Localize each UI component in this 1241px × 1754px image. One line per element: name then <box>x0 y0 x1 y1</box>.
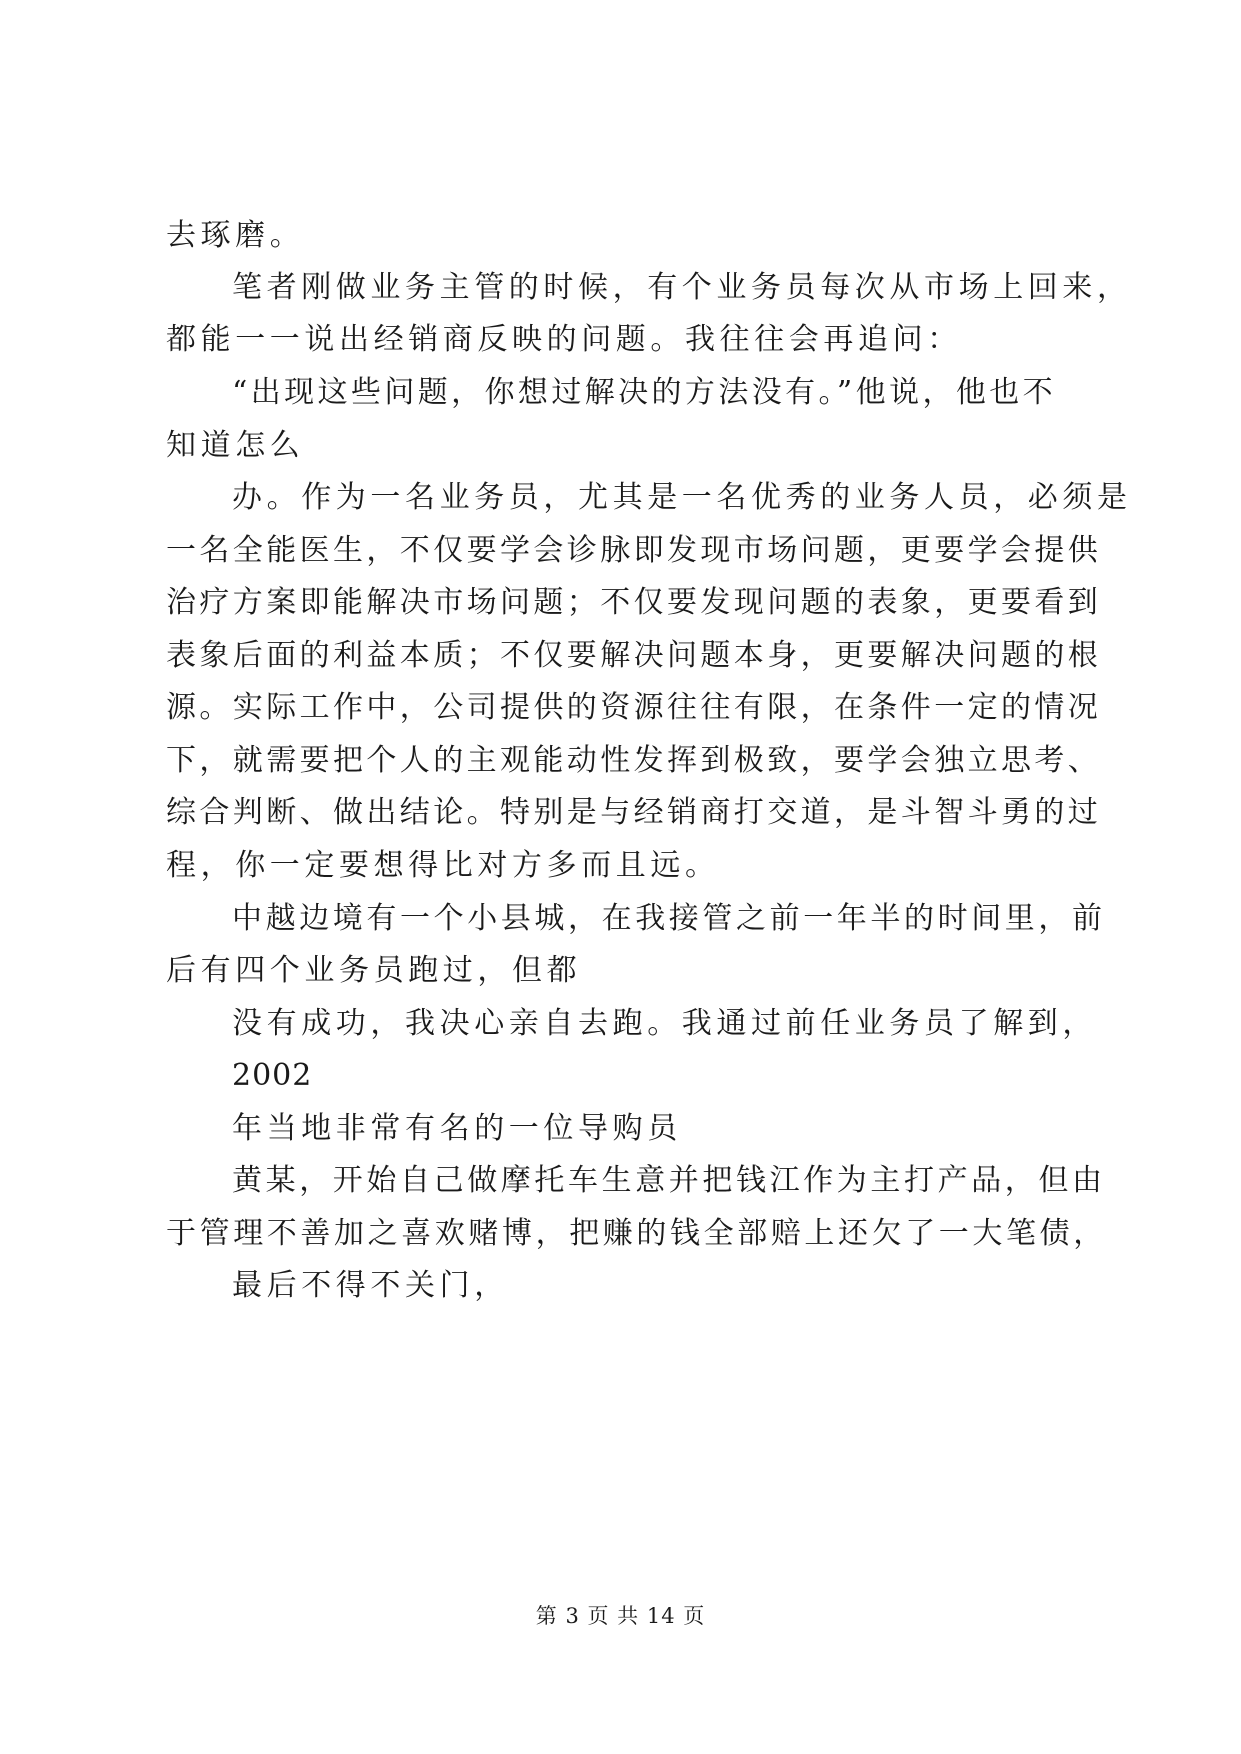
text-line: 黄某，开始自己做摩托车生意并把钱江作为主打产品，但由 <box>232 1163 1106 1198</box>
text-line: 都能一一说出经销商反映的问题。我往往会再追问： <box>166 322 962 357</box>
text-line: 后有四个业务员跑过，但都 <box>166 953 582 988</box>
text-line: 下，就需要把个人的主观能动性发挥到极致，要学会独立思考、 <box>166 743 1102 778</box>
text-line: 去琢磨。 <box>166 218 305 253</box>
page-number-footer: 第 3 页 共 14 页 <box>535 1604 706 1628</box>
text-line: 办。作为一名业务员，尤其是一名优秀的业务人员，必须是 <box>232 480 1132 515</box>
text-line: 程，你一定要想得比对方多而且远。 <box>166 848 720 883</box>
text-line: 没有成功，我决心亲自去跑。我通过前任业务员了解到， <box>232 1006 1097 1041</box>
text-line: 综合判断、做出结论。特别是与经销商打交道，是斗智斗勇的过 <box>166 795 1102 830</box>
text-line: 一名全能医生，不仅要学会诊脉即发现市场问题，更要学会提供 <box>166 533 1102 568</box>
text-line: 于管理不善加之喜欢赌博，把赚的钱全部赔上还欠了一大笔债， <box>166 1216 1107 1251</box>
text-line: 最后不得不关门， <box>232 1268 509 1303</box>
text-line: 源。实际工作中，公司提供的资源往往有限，在条件一定的情况 <box>166 690 1102 725</box>
text-line: “出现这些问题，你想过解决的方法没有。”他说，他也不 <box>232 375 1057 410</box>
text-line: 治疗方案即能解决市场问题；不仅要发现问题的表象，更要看到 <box>166 585 1102 620</box>
text-line: 知道怎么 <box>166 428 305 463</box>
text-line: 2002 <box>232 1058 313 1093</box>
text-line: 中越边境有一个小县城，在我接管之前一年半的时间里，前 <box>232 901 1106 936</box>
text-line: 表象后面的利益本质；不仅要解决问题本身，更要解决问题的根 <box>166 638 1102 673</box>
text-line: 笔者刚做业务主管的时候，有个业务员每次从市场上回来， <box>232 270 1132 305</box>
text-line: 年当地非常有名的一位导购员 <box>232 1111 682 1146</box>
